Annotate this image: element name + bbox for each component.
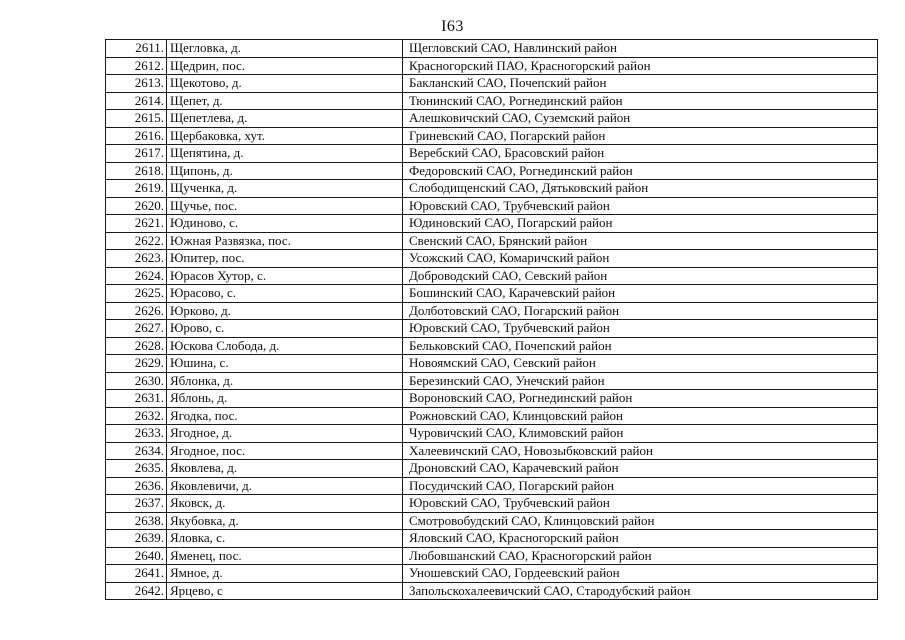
settlements-table [105, 39, 878, 600]
administrative-unit-cell: Усожский САО, Комаричский район [403, 250, 878, 268]
table-row [106, 320, 878, 338]
settlement-name-cell: Юскова Слобода, д. [167, 337, 403, 355]
administrative-unit-cell: Любовшанский САО, Красногорский район [403, 547, 878, 565]
table-row [106, 232, 878, 250]
row-number-cell: 2624. [106, 267, 167, 285]
table-row [106, 145, 878, 163]
administrative-unit-cell: Алешковичский САО, Суземский район [403, 110, 878, 128]
table-row [106, 582, 878, 600]
administrative-unit-cell: Юровский САО, Трубчевский район [403, 495, 878, 513]
table-row [106, 197, 878, 215]
row-number-cell: 2636. [106, 477, 167, 495]
row-number-cell: 2638. [106, 512, 167, 530]
administrative-unit-cell: Запольскохалеевичский САО, Стародубский район [403, 582, 878, 600]
table-row [106, 372, 878, 390]
settlement-name-cell: Ягодное, д. [167, 425, 403, 443]
settlement-name-cell: Яковлева, д. [167, 460, 403, 478]
row-number-cell: 2641. [106, 565, 167, 583]
administrative-unit-cell: Халеевичский САО, Новозыбковский район [403, 442, 878, 460]
settlement-name-cell: Щипонь, д. [167, 162, 403, 180]
settlement-name-cell: Щепятина, д. [167, 145, 403, 163]
table-row [106, 215, 878, 233]
row-number-cell: 2639. [106, 530, 167, 548]
administrative-unit-cell: Вороновский САО, Рогнединский район [403, 390, 878, 408]
administrative-unit-cell: Веребский САО, Брасовский район [403, 145, 878, 163]
row-number-cell: 2615. [106, 110, 167, 128]
administrative-unit-cell: Свенский САО, Брянский район [403, 232, 878, 250]
settlement-name-cell: Яменец, пос. [167, 547, 403, 565]
table-row [106, 512, 878, 530]
administrative-unit-cell: Тюнинский САО, Рогнединский район [403, 92, 878, 110]
settlement-name-cell: Яковлевичи, д. [167, 477, 403, 495]
table-row [106, 162, 878, 180]
table-row [106, 75, 878, 93]
row-number-cell: 2637. [106, 495, 167, 513]
row-number-cell: 2611. [106, 40, 167, 58]
settlement-name-cell: Щепетлева, д. [167, 110, 403, 128]
administrative-unit-cell: Чуровичский САО, Климовский район [403, 425, 878, 443]
settlement-name-cell: Ямное, д. [167, 565, 403, 583]
row-number-cell: 2634. [106, 442, 167, 460]
row-number-cell: 2617. [106, 145, 167, 163]
table-body [106, 40, 878, 600]
administrative-unit-cell: Дроновский САО, Карачевский район [403, 460, 878, 478]
table-row [106, 407, 878, 425]
table-row [106, 110, 878, 128]
row-number-cell: 2629. [106, 355, 167, 373]
administrative-unit-cell: Уношевский САО, Гордеевский район [403, 565, 878, 583]
settlement-name-cell: Южная Развязка, пос. [167, 232, 403, 250]
administrative-unit-cell: Бакланский САО, Почепский район [403, 75, 878, 93]
table-row [106, 127, 878, 145]
settlement-name-cell: Яловка, с. [167, 530, 403, 548]
row-number-cell: 2626. [106, 302, 167, 320]
row-number-cell: 2630. [106, 372, 167, 390]
administrative-unit-cell: Доброводский САО, Севский район [403, 267, 878, 285]
row-number-cell: 2631. [106, 390, 167, 408]
table-row [106, 180, 878, 198]
row-number-cell: 2627. [106, 320, 167, 338]
administrative-unit-cell: Юдиновский САО, Погарский район [403, 215, 878, 233]
settlement-name-cell: Юрково, д. [167, 302, 403, 320]
settlement-name-cell: Щепет, д. [167, 92, 403, 110]
row-number-cell: 2613. [106, 75, 167, 93]
row-number-cell: 2616. [106, 127, 167, 145]
row-number-cell: 2614. [106, 92, 167, 110]
administrative-unit-cell: Юровский САО, Трубчевский район [403, 320, 878, 338]
administrative-unit-cell: Долботовский САО, Погарский район [403, 302, 878, 320]
administrative-unit-cell: Яловский САО, Красногорский район [403, 530, 878, 548]
administrative-unit-cell: Федоровский САО, Рогнединский район [403, 162, 878, 180]
administrative-unit-cell: Красногорский ПАО, Красногорский район [403, 57, 878, 75]
row-number-cell: 2619. [106, 180, 167, 198]
settlement-name-cell: Юрасово, с. [167, 285, 403, 303]
administrative-unit-cell: Березинский САО, Унечский район [403, 372, 878, 390]
settlement-name-cell: Яблонка, д. [167, 372, 403, 390]
row-number-cell: 2621. [106, 215, 167, 233]
settlement-name-cell: Якубовка, д. [167, 512, 403, 530]
administrative-unit-cell: Щегловский САО, Навлинский район [403, 40, 878, 58]
administrative-unit-cell: Рожновский САО, Клинцовский район [403, 407, 878, 425]
settlement-name-cell: Щегловка, д. [167, 40, 403, 58]
row-number-cell: 2633. [106, 425, 167, 443]
table-row [106, 460, 878, 478]
settlement-name-cell: Юрово, с. [167, 320, 403, 338]
settlement-name-cell: Юпитер, пос. [167, 250, 403, 268]
table-row [106, 425, 878, 443]
table-row [106, 92, 878, 110]
settlement-name-cell: Щучье, пос. [167, 197, 403, 215]
administrative-unit-cell: Новоямский САО, Севский район [403, 355, 878, 373]
row-number-cell: 2612. [106, 57, 167, 75]
administrative-unit-cell: Слободищенский САО, Дятьковский район [403, 180, 878, 198]
settlement-name-cell: Щедрин, пос. [167, 57, 403, 75]
administrative-unit-cell: Бельковский САО, Почепский район [403, 337, 878, 355]
table-row [106, 250, 878, 268]
table-row [106, 547, 878, 565]
row-number-cell: 2620. [106, 197, 167, 215]
row-number-cell: 2623. [106, 250, 167, 268]
table-row [106, 495, 878, 513]
administrative-unit-cell: Смотровобудский САО, Клинцовский район [403, 512, 878, 530]
settlement-name-cell: Юрасов Хутор, с. [167, 267, 403, 285]
table-row [106, 530, 878, 548]
table-row [106, 57, 878, 75]
row-number-cell: 2642. [106, 582, 167, 600]
administrative-unit-cell: Бошинский САО, Карачевский район [403, 285, 878, 303]
table-row [106, 565, 878, 583]
settlement-name-cell: Юшина, с. [167, 355, 403, 373]
row-number-cell: 2618. [106, 162, 167, 180]
settlement-name-cell: Ярцево, с [167, 582, 403, 600]
row-number-cell: 2632. [106, 407, 167, 425]
settlement-name-cell: Ягодное, пос. [167, 442, 403, 460]
page-number: I63 [441, 18, 464, 35]
table-row [106, 40, 878, 58]
settlement-name-cell: Ягодка, пос. [167, 407, 403, 425]
settlement-name-cell: Юдиново, с. [167, 215, 403, 233]
table-row [106, 302, 878, 320]
administrative-unit-cell: Юровский САО, Трубчевский район [403, 197, 878, 215]
table-row [106, 477, 878, 495]
table-row [106, 337, 878, 355]
row-number-cell: 2628. [106, 337, 167, 355]
table-row [106, 442, 878, 460]
administrative-unit-cell: Посудичский САО, Погарский район [403, 477, 878, 495]
row-number-cell: 2622. [106, 232, 167, 250]
administrative-unit-cell: Гриневский САО, Погарский район [403, 127, 878, 145]
settlement-name-cell: Щученка, д. [167, 180, 403, 198]
row-number-cell: 2635. [106, 460, 167, 478]
table-row [106, 390, 878, 408]
table-row [106, 267, 878, 285]
row-number-cell: 2625. [106, 285, 167, 303]
settlement-name-cell: Щекотово, д. [167, 75, 403, 93]
settlement-name-cell: Яблонь, д. [167, 390, 403, 408]
table-row [106, 355, 878, 373]
table-row [106, 285, 878, 303]
settlement-name-cell: Щербаковка, хут. [167, 127, 403, 145]
settlement-name-cell: Яковск, д. [167, 495, 403, 513]
row-number-cell: 2640. [106, 547, 167, 565]
